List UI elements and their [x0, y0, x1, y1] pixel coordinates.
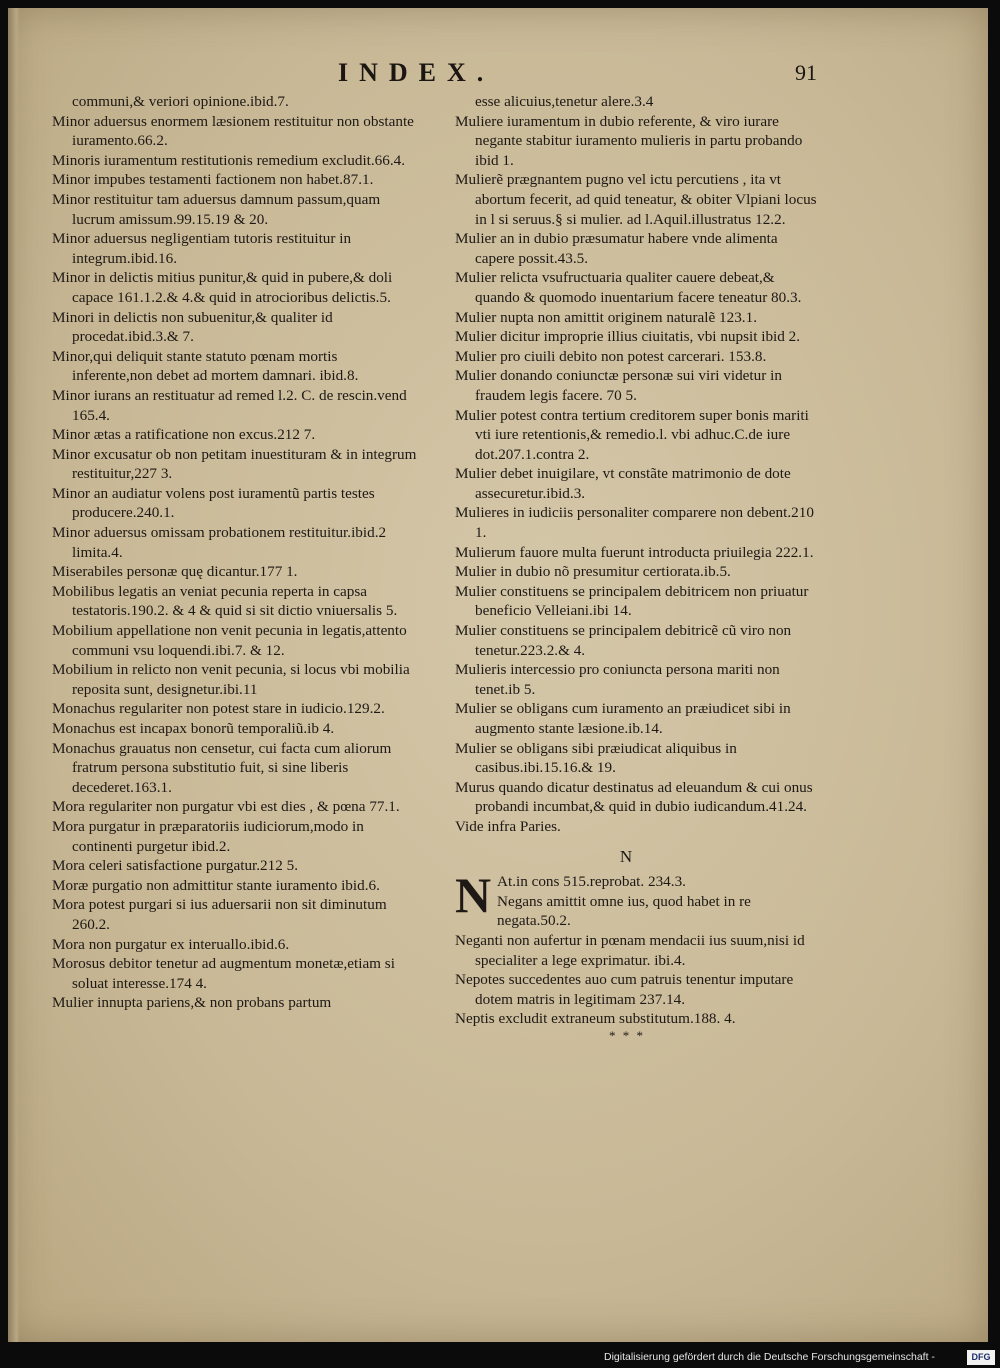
- page-edge-shadow: [8, 8, 20, 1342]
- index-entry: Mora non purgatur ex interuallo.ibid.6.: [52, 935, 290, 953]
- index-entry: Minor ætas a ratificatione non excus.212 7.: [52, 426, 316, 444]
- page-number: 91: [795, 60, 817, 85]
- index-column-right: [455, 92, 817, 1042]
- dfg-logo: DFG: [967, 1350, 995, 1365]
- index-entry: Minori in delictis non subuenitur,& qualiter id procedat.ibid.3.& 7.: [52, 308, 333, 346]
- index-entry: [455, 892, 817, 931]
- index-entry: Mulier constituens se principalem debitricẽ cũ viro non tenetur.223.2.& 4.: [455, 622, 792, 659]
- index-entry: Morosus debitor tenetur ad augmentum monetæ,etiam si soluat interesse.174 4.: [52, 955, 395, 992]
- index-entry: communi,& veriori opinione.ibid.7.: [72, 93, 289, 110]
- index-entry: Mobilibus legatis an veniat pecunia reperta in capsa testatoris.190.2. & 4 & quid si sit dictio vniuersalis 5.: [52, 582, 398, 620]
- index-column-left: [52, 92, 418, 1013]
- index-entry: Mulier se obligans cum iuramento an præiudicet sibi in augmento stante læsione.ib.14.: [455, 700, 791, 737]
- section-heading-n: N: [619, 846, 633, 866]
- index-entry: Minor impubes testamenti factionem non habet.87.1.: [52, 171, 374, 189]
- index-entry: Minor iurans an restituatur ad remed l.2. C. de rescin.vend 165.4.: [52, 386, 407, 424]
- index-entry: Mora regulariter non purgatur vbi est dies , & pœna 77.1.: [52, 798, 400, 816]
- index-entry: Mulier innupta pariens,& non probans partum: [52, 994, 332, 1012]
- index-entry: Neptis excludit extraneum substitutum.188. 4.: [455, 1010, 736, 1028]
- index-entry: Mulieris intercessio pro coniuncta persona mariti non tenet.ib 5.: [455, 661, 780, 698]
- index-entry: Minoris iuramentum restitutionis remedium excludit.66.4.: [52, 151, 406, 169]
- index-entry: Mulier pro ciuili debito non potest carcerari. 153.8.: [455, 347, 767, 365]
- index-entry: Mulierum fauore multa fuerunt introducta priuilegia 222.1.: [455, 543, 814, 561]
- index-entry: Miserabiles personæ quę dicantur.177 1.: [52, 563, 298, 581]
- index-entry: Mulier donando coniunctæ personæ sui viri videtur in fraudem legis facere. 70 5.: [455, 367, 782, 404]
- index-entry: Mulier se obligans sibi præiudicat aliquibus in casibus.ibi.15.16.& 19.: [455, 739, 737, 777]
- index-entry: Mobilium appellatione non venit pecunia in legatis,attento communi vsu loquendi.ibi.7. & 12.: [52, 622, 407, 659]
- index-entry: Monachus regulariter non potest stare in iudicio.129.2.: [52, 700, 385, 718]
- index-entry: Minor aduersus omissam probationem restituitur.ibid.2 limita.4.: [52, 524, 387, 561]
- drop-cap-text: At.in cons 515.reprobat. 234.3.: [497, 873, 686, 891]
- index-entry: Mulieres in iudiciis personaliter comparere non debent.210 1.: [455, 504, 814, 542]
- index-entry: Mulier dicitur improprie illius ciuitatis, vbi nupsit ibid 2.: [455, 328, 801, 346]
- index-entry: Nepotes succedentes auo cum patruis tenentur imputare dotem matris in legitimam 237.14.: [455, 971, 794, 1008]
- index-entry: Muliere iuramentum in dubio referente, & viro iurare negante stabitur iuramento mulieris in partu probando ibid 1.: [455, 112, 803, 169]
- index-entry-text: Negans amittit omne ius, quod habet in re negata.50.2.: [497, 892, 751, 930]
- index-entry: Mulier potest contra tertium creditorem super bonis mariti vti iure retentionis,& remedio.l. vbi adhuc.C.de iure dot.207.1.contra 2.: [455, 406, 809, 463]
- end-ornament-asterisks: * * *: [609, 1027, 645, 1043]
- index-entry: Minor in delictis mitius punitur,& quid in pubere,& doli capace 161.1.2.& 4.& quid in atrocioribus delictis.5.: [52, 269, 393, 306]
- index-entry: Minor an audiatur volens post iuramentũ partis testes producere.240.1.: [52, 484, 375, 522]
- index-entry: Mulierẽ prægnantem pugno vel ictu percutiens , ita vt abortum fecerit, ad quid teneatur, & obiter Vlpiani locus in l si seruus.§ si mulier. ad l.Aquil.illustratus 12.2.: [455, 171, 817, 228]
- see-also-note: Vide infra Paries.: [455, 817, 561, 835]
- index-entry: Minor,qui deliquit stante statuto pœnam mortis inferente,non debet ad mortem damnari. ibid.8.: [52, 347, 359, 385]
- index-entry: Mulier constituens se principalem debitricem non priuatur beneficio Velleiani.ibi 14.: [455, 582, 809, 620]
- index-entry: Monachus est incapax bonorũ temporaliũ.ib 4.: [52, 720, 335, 737]
- index-entry: Minor restituitur tam aduersus damnum passum,quam lucrum amissum.99.15.19 & 20.: [52, 190, 381, 228]
- index-entry: Monachus grauatus non censetur, cui facta cum aliorum fratrum persona substitutio fuit, si sine liberis decederet.163.1.: [52, 739, 392, 796]
- index-entry: Mulier nupta non amittit originem naturalẽ 123.1.: [455, 308, 757, 326]
- index-entry: Mobilium in relicto non venit pecunia, si locus vbi mobilia reposita sunt, designetur.ibi.11: [52, 661, 410, 698]
- drop-cap-letter: N: [455, 867, 492, 924]
- index-entry: Mulier in dubio nõ presumitur certiorata.ib.5.: [455, 563, 731, 581]
- digitization-credit: Digitalisierung gefördert durch die Deutsche Forschungsgemeinschaft -: [604, 1351, 935, 1363]
- index-entry: Mulier debet inuigilare, vt constãte matrimonio de dote assecuretur.ibid.3.: [455, 465, 791, 502]
- index-entry: Murus quando dicatur destinatus ad eleuandum & cui onus probandi incumbat,& quid in dubio iudicandum.41.24.: [455, 778, 813, 816]
- index-entry: Mora potest purgari si ius aduersarii non sit diminutum 260.2.: [52, 896, 387, 933]
- index-entry: Neganti non aufertur in pœnam mendacii ius suum,nisi id specialiter a lege exprimatur. ibi.4.: [455, 931, 805, 969]
- index-entry: Moræ purgatio non admittitur stante iuramento ibid.6.: [52, 876, 380, 894]
- page-header-title: INDEX.: [338, 58, 495, 87]
- index-entry: Minor excusatur ob non petitam inuestituram & in integrum restituitur,227 3.: [52, 445, 417, 483]
- index-entry: Mora celeri satisfactione purgatur.212 5.: [52, 857, 299, 875]
- index-entry: Mulier an in dubio præsumatur habere vnde alimenta capere possit.43.5.: [455, 230, 778, 267]
- index-entry: Mora purgatur in præparatoriis iudiciorum,modo in continenti purgetur ibid.2.: [52, 817, 364, 855]
- index-entry: Mulier relicta vsufructuaria qualiter cauere debeat,& quando & quomodo inuentarium facere teneatur 80.3.: [455, 269, 802, 306]
- index-entry: Minor aduersus enormem læsionem restituitur non obstante iuramento.66.2.: [52, 112, 414, 150]
- index-entry: Minor aduersus negligentiam tutoris restituitur in integrum.ibid.16.: [52, 230, 352, 267]
- index-entry: esse alicuius,tenetur alere.3.4: [475, 93, 654, 110]
